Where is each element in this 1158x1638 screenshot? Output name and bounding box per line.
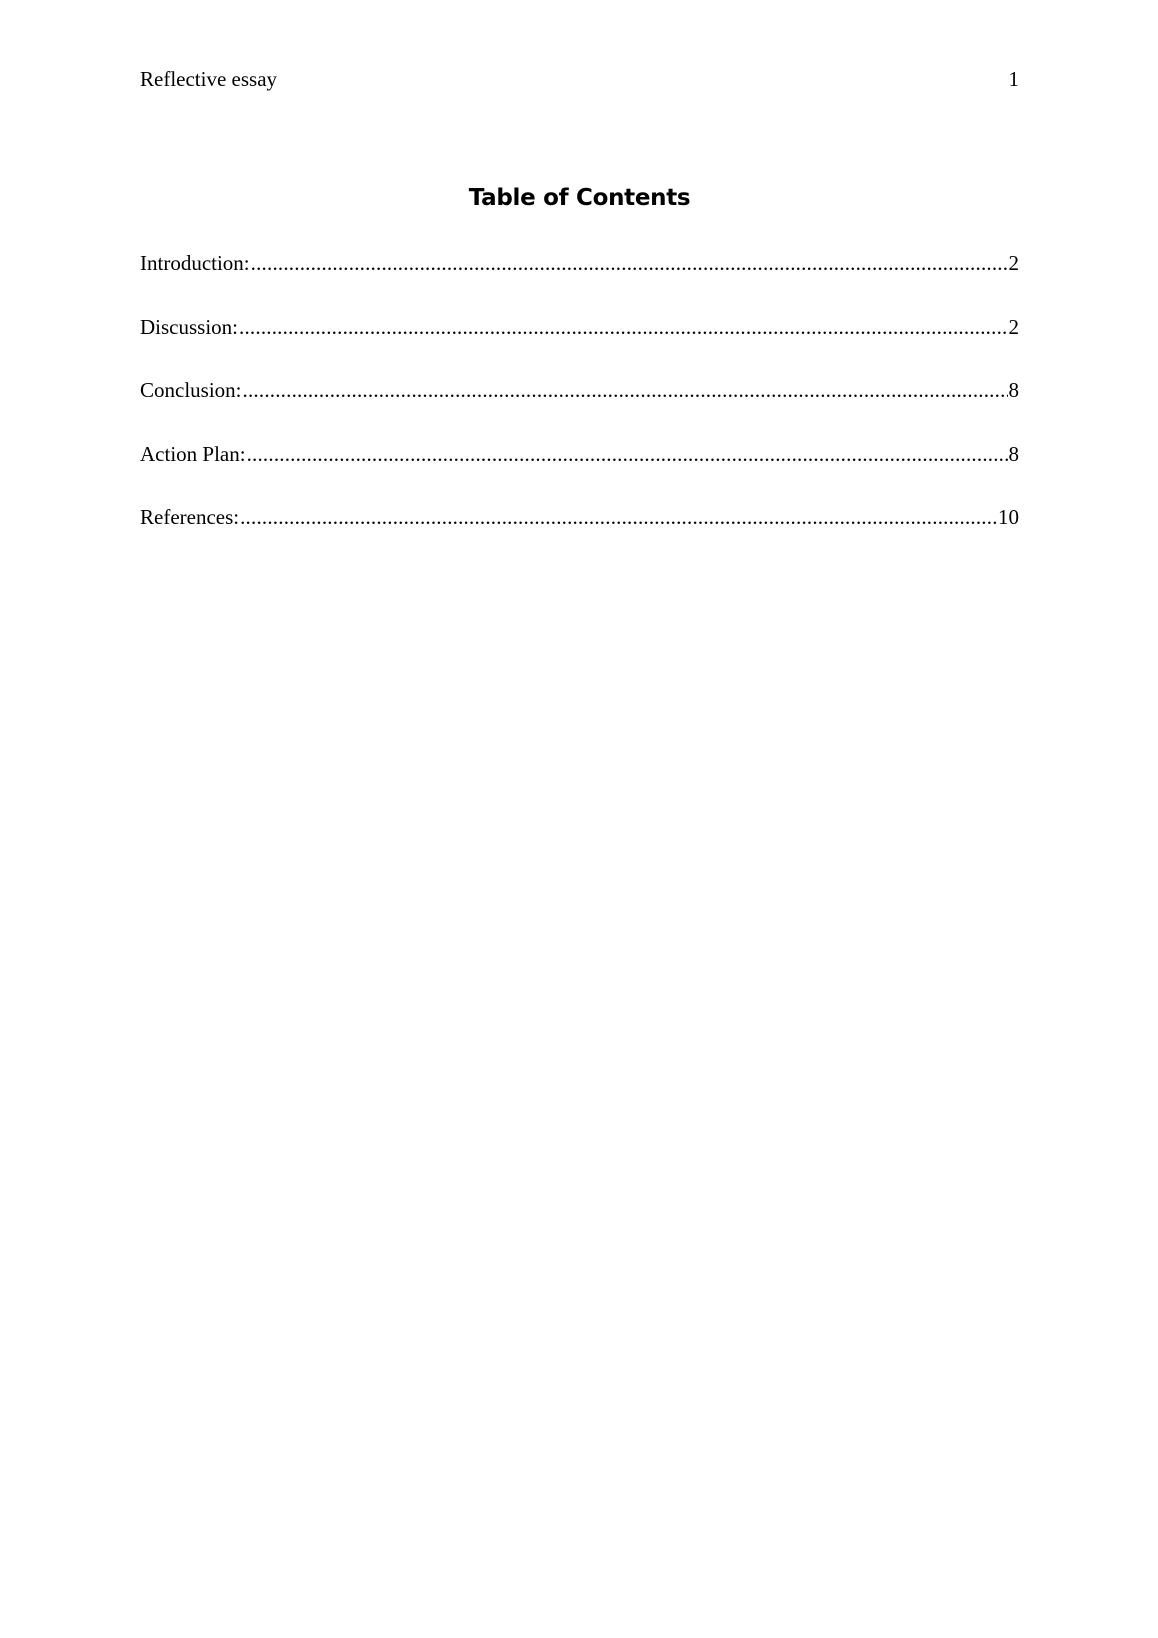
running-title: Reflective essay: [140, 67, 278, 91]
toc-entry-page: 8: [1008, 441, 1019, 466]
toc-list: [140, 250, 1019, 568]
toc-entry-label: Introduction:: [140, 251, 250, 275]
page-number: 1: [1008, 67, 1019, 91]
toc-dot-leader: [247, 441, 1008, 467]
toc-entry-conclusion[interactable]: [140, 377, 1019, 441]
toc-entry-label: References:: [140, 505, 240, 529]
toc-entry-action-plan[interactable]: [140, 441, 1019, 505]
toc-entry-label: Discussion:: [140, 314, 239, 339]
toc-entry-introduction[interactable]: [140, 250, 1019, 314]
toc-entry-page: 10: [998, 505, 1019, 529]
toc-title: Table of Contents: [468, 185, 691, 211]
page-header: [140, 66, 1019, 92]
toc-dot-leader: [240, 504, 997, 530]
toc-entry-label: Action Plan:: [140, 441, 246, 466]
toc-entry-discussion[interactable]: [140, 314, 1019, 378]
toc-entry-page: 8: [1008, 378, 1019, 402]
toc-entry-references[interactable]: [140, 504, 1019, 568]
toc-entry-page: 2: [1008, 314, 1019, 339]
toc-entry-page: 2: [1008, 251, 1019, 275]
toc-dot-leader: [239, 314, 1007, 340]
toc-entry-label: Conclusion:: [140, 378, 242, 402]
toc-dot-leader: [243, 377, 1008, 403]
toc-dot-leader: [251, 250, 1008, 276]
